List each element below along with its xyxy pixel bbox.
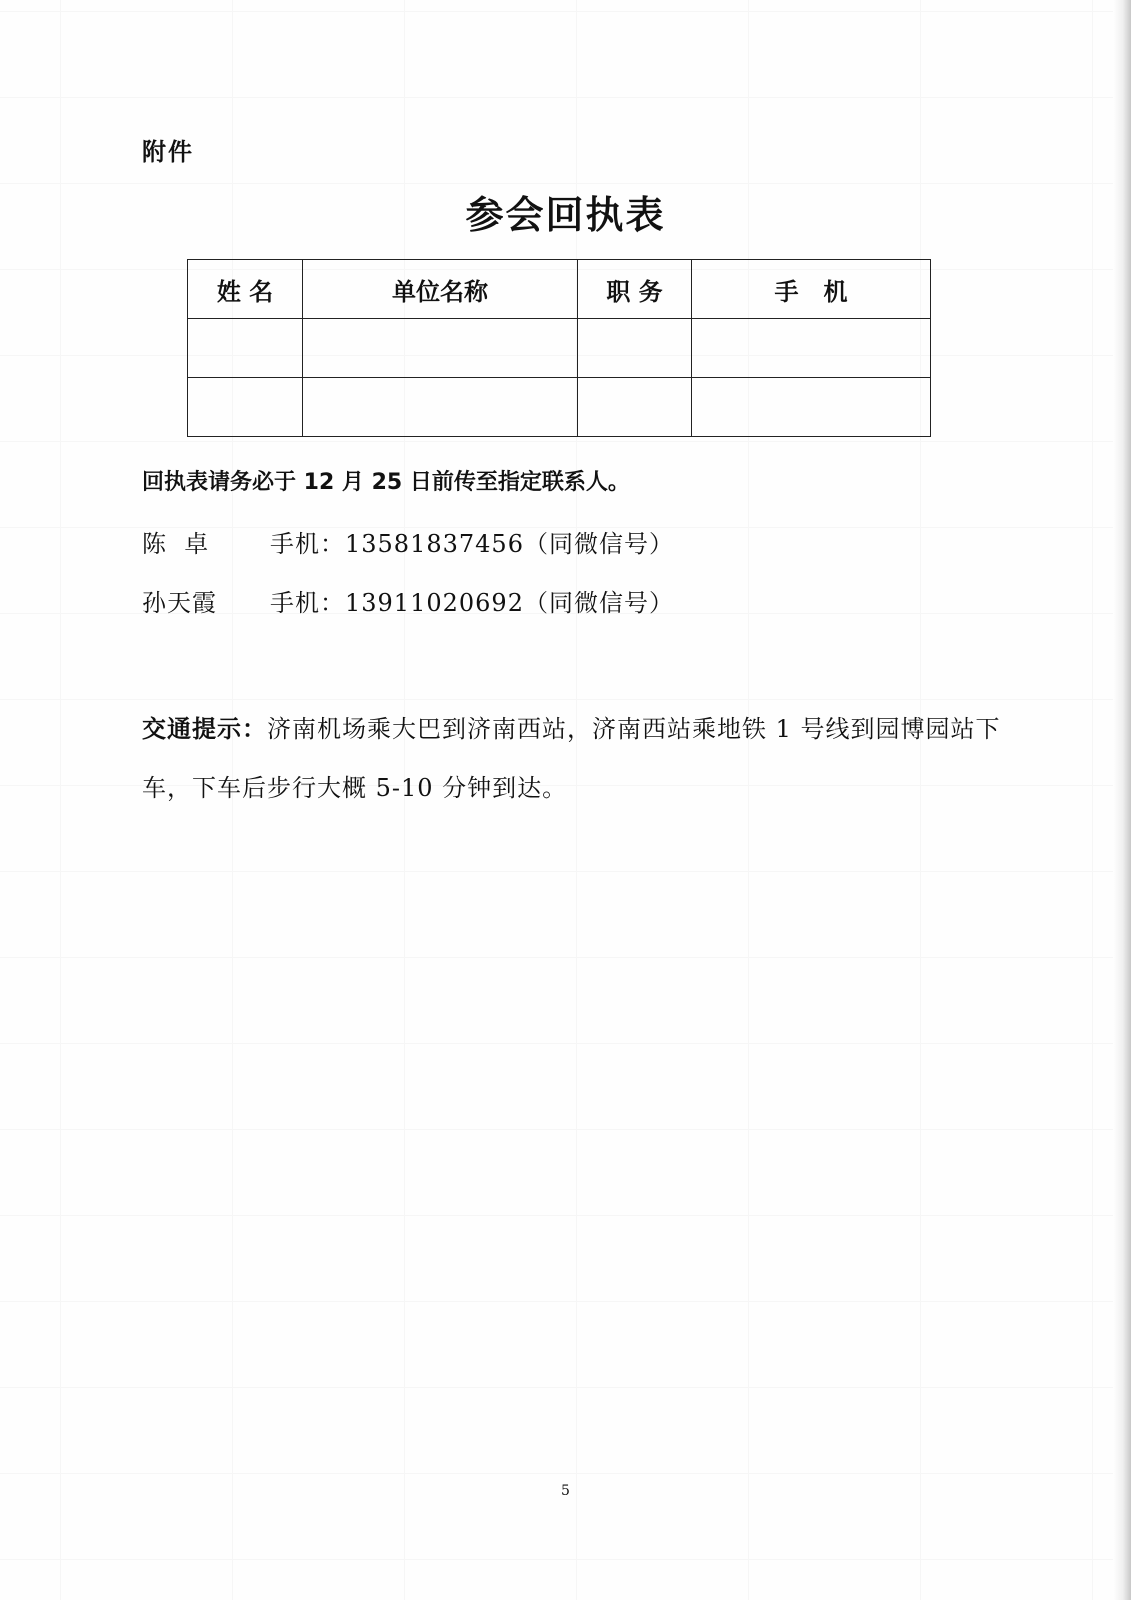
contact-name: 陈 卓	[142, 530, 210, 558]
cell-phone[interactable]	[692, 319, 931, 378]
contact-phone: 手机：13581837456（同微信号）	[270, 530, 674, 558]
header-phone: 手 机	[692, 260, 931, 319]
contact-name: 孙天霞	[142, 589, 217, 617]
table-row	[188, 319, 931, 378]
contact-row	[142, 524, 674, 559]
page-title: 参会回执表	[465, 193, 666, 237]
contact-phone: 手机：13911020692（同微信号）	[270, 589, 674, 617]
attachment-label: 附件	[142, 138, 194, 166]
receipt-table	[187, 259, 931, 437]
transport-label: 交通提示：	[142, 715, 267, 743]
cell-phone[interactable]	[692, 378, 931, 437]
transport-tip	[142, 700, 1022, 818]
cell-organization[interactable]	[303, 378, 578, 437]
cell-name[interactable]	[188, 319, 303, 378]
contact-row	[142, 583, 674, 618]
cell-position[interactable]	[578, 319, 692, 378]
page-number: 5	[561, 1483, 570, 1499]
cell-organization[interactable]	[303, 319, 578, 378]
header-organization: 单位名称	[303, 260, 578, 319]
cell-name[interactable]	[188, 378, 303, 437]
table-header-row	[188, 260, 931, 319]
table-row	[188, 378, 931, 437]
deadline-note: 回执表请务必于 12 月 25 日前传至指定联系人。	[142, 470, 630, 495]
transport-text: 济南机场乘大巴到济南西站，济南西站乘地铁 1 号线到园博园站下车，下车后步行大概 5-10 分钟到达。	[142, 715, 1001, 802]
scan-edge-shadow	[1113, 0, 1131, 1600]
header-position: 职 务	[578, 260, 692, 319]
cell-position[interactable]	[578, 378, 692, 437]
header-name: 姓 名	[188, 260, 303, 319]
